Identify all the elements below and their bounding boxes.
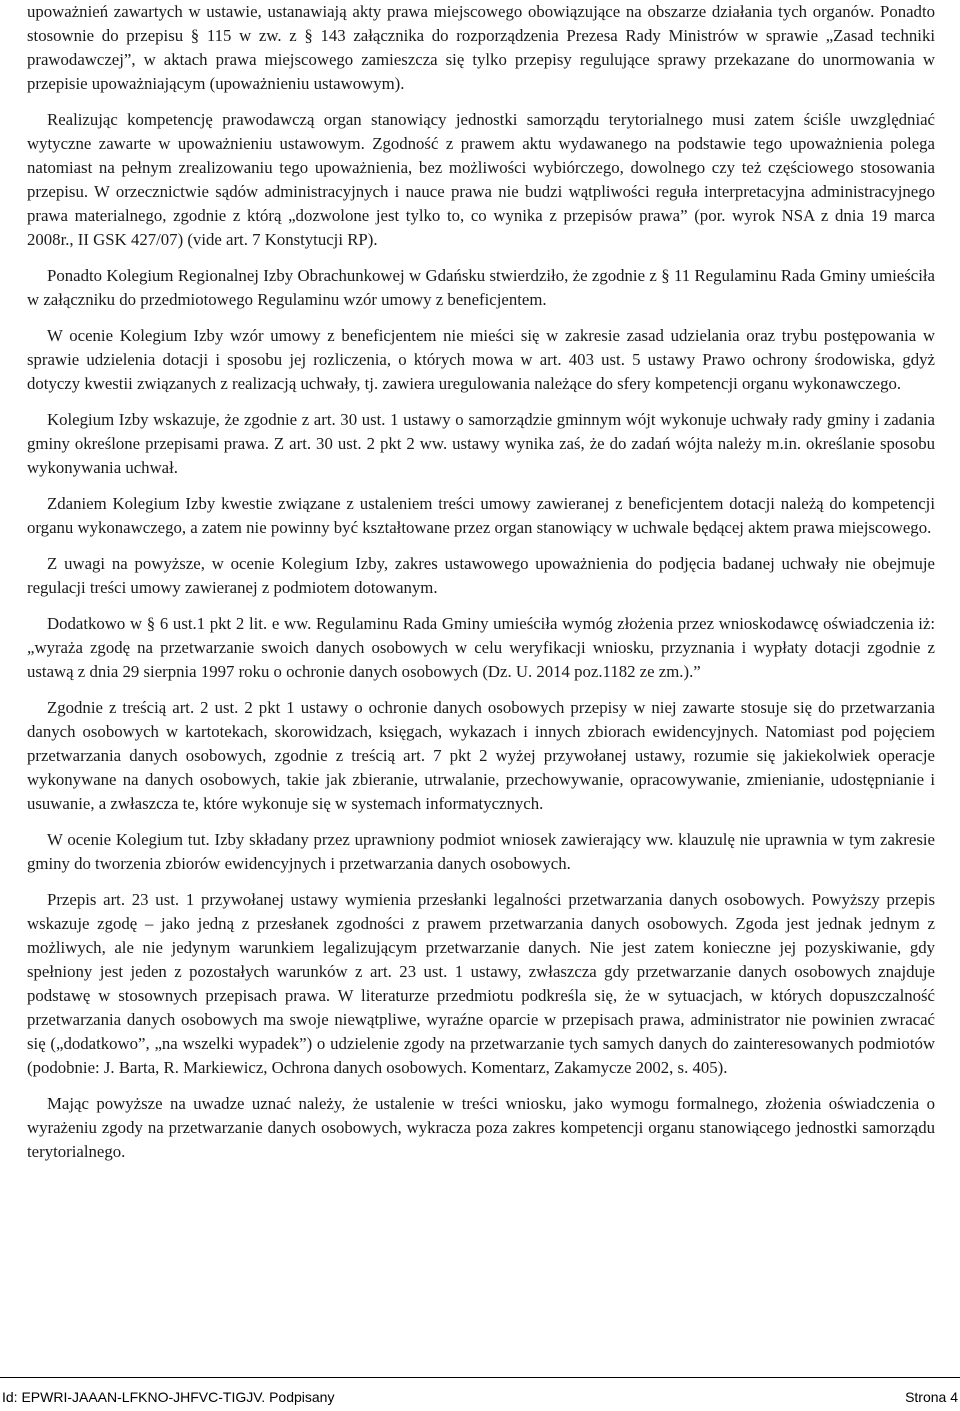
paragraph: W ocenie Kolegium tut. Izby składany przez uprawniony podmiot wniosek zawierający ww. klauzulę nie uprawnia w tym zakresie gminy do tworzenia zbiorów ewidencyjnych i przetwarzania danych osobowych. bbox=[27, 830, 935, 873]
paragraph: Zdaniem Kolegium Izby kwestie związane z ustaleniem treści umowy zawieranej z beneficjentem dotacji należą do kompetencji organu wykonawczego, a zatem nie powinny być kształtowane przez organ stanowiący w uchwale będącej aktem prawa miejscowego. bbox=[27, 494, 935, 537]
paragraph: Z uwagi na powyższe, w ocenie Kolegium Izby, zakres ustawowego upoważnienia do podjęcia badanej uchwały nie obejmuje regulacji treści umowy zawieranej z podmiotem dotowanym. bbox=[27, 554, 935, 597]
paragraph: Realizując kompetencję prawodawczą organ stanowiący jednostki samorządu terytorialnego musi zatem ściśle uwzględniać wytyczne zawarte w upoważnieniu ustawowym. Zgodność z prawem aktu wydawanego na podstawie tego upoważnienia polega natomiast na pełnym zrealizowaniu tego upoważnienia, bez możliwości wybiórczego, dowolnego czy też częściowego stosowania przepisu. W orzecznictwie sądów administracyjnych i nauce prawa nie budzi wątpliwości reguła interpretacyjna administracyjnego prawa materialnego, zgodnie z którą „dozwolone jest tylko to, co wynika z przepisów prawa” (por. wyrok NSA z dnia 19 marca 2008r., II GSK 427/07) (vide art. 7 Konstytucji RP). bbox=[27, 110, 935, 249]
paragraph-continuation: upoważnień zawartych w ustawie, ustanawiają akty prawa miejscowego obowiązujące na obszarze działania tych organów. Ponadto stosownie do przepisu § 115 w zw. z § 143 załącznika do rozporządzenia Prezesa Rady Ministrów w sprawie „Zasad techniki prawodawczej”, w aktach prawa miejscowego zamieszcza się tylko przepisy regulujące sprawy przekazane do unormowania w przepisie upoważniającym (upoważnieniu ustawowym). bbox=[27, 2, 935, 93]
footer-divider bbox=[0, 1377, 960, 1378]
page-number: Strona 4 bbox=[905, 1389, 958, 1405]
paragraph: W ocenie Kolegium Izby wzór umowy z beneficjentem nie mieści się w zakresie zasad udzielania oraz trybu postępowania w sprawie udzielenia dotacji i sposobu jej rozliczenia, o których mowa w art. 403 ust. 5 ustawy Prawo ochrony środowiska, gdyż dotyczy kwestii związanych z realizacją uchwały, tj. zawiera uregulowania należące do sfery kompetencji organu wykonawczego. bbox=[27, 326, 935, 393]
paragraph: Kolegium Izby wskazuje, że zgodnie z art. 30 ust. 1 ustawy o samorządzie gminnym wójt wykonuje uchwały rady gminy i zadania gminy określone przepisami prawa. Z art. 30 ust. 2 pkt 2 ww. ustawy wynika zaś, że do zadań wójta należy m.in. określanie sposobu wykonywania uchwał. bbox=[27, 410, 935, 477]
document-id: Id: EPWRI-JAAAN-LFKNO-JHFVC-TIGJV. Podpisany bbox=[2, 1389, 335, 1405]
paragraph: Ponadto Kolegium Regionalnej Izby Obrachunkowej w Gdańsku stwierdziło, że zgodnie z § 11 Regulaminu Rada Gminy umieściła w załączniku do przedmiotowego Regulaminu wzór umowy z beneficjentem. bbox=[27, 266, 935, 309]
paragraph: Zgodnie z treścią art. 2 ust. 2 pkt 1 ustawy o ochronie danych osobowych przepisy w niej zawarte stosuje się do przetwarzania danych osobowych w kartotekach, skorowidzach, księgach, wykazach i innych zbiorach ewidencyjnych. Natomiast pod pojęciem przetwarzania danych osobowych, zgodnie z treścią art. 7 pkt 2 wyżej przywołanej ustawy, rozumie się jakiekolwiek operacje wykonywane na danych osobowych, takie jak zbieranie, utrwalanie, przechowywanie, opracowywanie, zmienianie, udostępnianie i usuwanie, a zwłaszcza te, które wykonuje się w systemach informatycznych. bbox=[27, 698, 935, 813]
paragraph: Mając powyższe na uwadze uznać należy, że ustalenie w treści wniosku, jako wymogu formalnego, złożenia oświadczenia o wyrażeniu zgody na przetwarzanie danych osobowych, wykracza poza zakres kompetencji organu stanowiącego jednostki samorządu terytorialnego. bbox=[27, 1094, 935, 1161]
paragraph: Przepis art. 23 ust. 1 przywołanej ustawy wymienia przesłanki legalności przetwarzania danych osobowych. Powyższy przepis wskazuje zgodę – jako jedną z przesłanek zgodności z prawem przetwarzania danych osobowych. Zgoda jest jednak jednym z możliwych, ale nie jedynym warunkiem legalizującym przetwarzanie danych. Nie jest zatem konieczne jej pozyskiwanie, gdy spełniony jest jeden z pozostałych warunków z art. 23 ust. 1 ustawy, zwłaszcza gdy przetwarzanie danych osobowych znajduje podstawę w stosownych przepisach prawa. W literaturze przedmiotu podkreśla się, że w sytuacjach, w których dopuszczalność przetwarzania danych osobowych ma swoje niewątpliwe, wyraźne oparcie w przepisach prawa, administrator nie powinien zwracać się („dodatkowo”, „na wszelki wypadek”) o udzielenie zgody na przetwarzanie tych samych danych do zainteresowanych podmiotów (podobnie: J. Barta, R. Markiewicz, Ochrona danych osobowych. Komentarz, Zakamycze 2002, s. 405). bbox=[27, 890, 935, 1077]
paragraph: Dodatkowo w § 6 ust.1 pkt 2 lit. e ww. Regulaminu Rada Gminy umieściła wymóg złożenia przez wnioskodawcę oświadczenia iż: „wyraża zgodę na przetwarzanie swoich danych osobowych w celu weryfikacji wniosku, przyznania i wypłaty dotacji zgodnie z ustawą z dnia 29 sierpnia 1997 roku o ochronie danych osobowych (Dz. U. 2014 poz.1182 ze zm.).” bbox=[27, 614, 935, 681]
document-body bbox=[27, 0, 935, 1176]
